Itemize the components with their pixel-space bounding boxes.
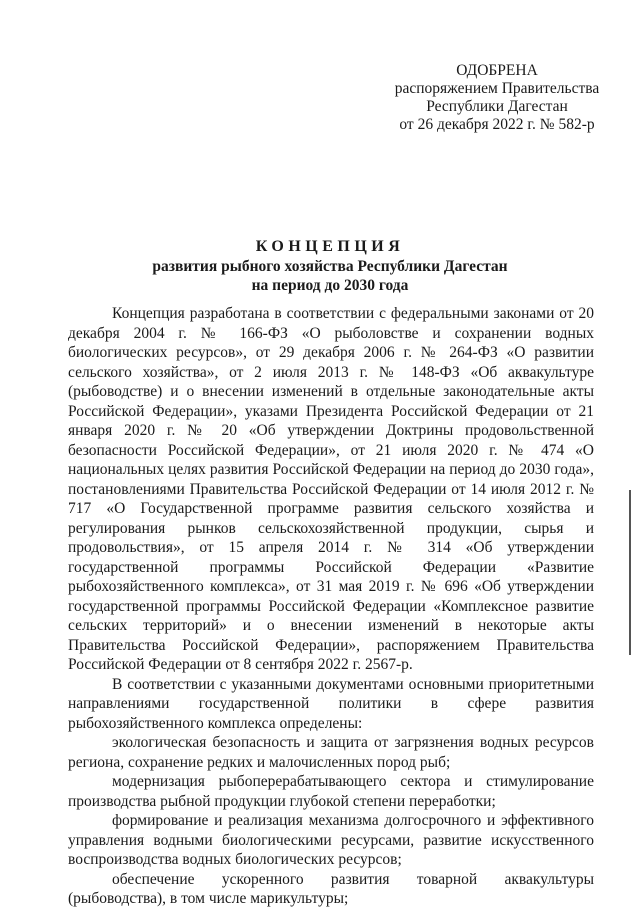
paragraph-priority-aquaculture: обеспечение ускоренного развития товарной аквакультуры (рыбоводства), в том числе марикультуры;	[68, 870, 594, 907]
approval-region: Республики Дагестан	[426, 98, 568, 115]
paragraph-priorities-intro: В соответствии с указанными документами основными приоритетными направлениями государственной политики в сфере развития рыбохозяйственного комплекса определены:	[68, 675, 594, 732]
scan-edge-mark	[629, 490, 631, 655]
approval-date: от 26 декабря 2022 г. № 582-р	[399, 116, 595, 133]
paragraph-legal-basis: Концепция разработана в соответствии с федеральными законами от 20 декабря 2004 г. № 166-ФЗ «О рыболовстве и сохранении водных биологических ресурсов», от 29 декабря 2006 г. № 264-ФЗ «О развитии сельского хозяйства», от 2 июля 2013 г. № 148-ФЗ «Об аквакультуре (рыбоводстве) и о внесении изменений в отдельные законодательные акты Российской Федерации», указами Президента Российской Федерации от 21 января 2020 г. № 20 «Об утверждении Доктрины продовольственной безопасности Российской Федерации», от 21 июля 2020 г. № 474 «О национальных целях развития Российской Федерации на период до 2030 года», постановлениями Правительства Российской Федерации от 14 июля 2012 г. № 717 «О Государственной программе развития сельского хозяйства и регулирования рынков сельскохозяйственной продукции, сырья и продовольствия», от 15 апреля 2014 г. № 314 «Об утверждении государственной программы Российской Федерации «Развитие рыбохозяйственного комплекса», от 31 мая 2019 г. № 696 «Об утверждении государственной программы Российской Федерации «Комплексное развитие сельских территорий» и о внесении изменений в некоторые акты Правительства Российской Федерации», распоряжением Правительства Российской Федерации от 8 сентября 2022 г. 2567-р.	[68, 305, 594, 673]
document-subtitle: развития рыбного хозяйства Республики Дагестан	[152, 258, 508, 275]
document-title: КОНЦЕПЦИЯ	[255, 238, 405, 255]
paragraph-priority-modernization: модернизация рыбоперерабатывающего сектора и стимулирование производства рыбной продукции глубокой степени переработки;	[68, 773, 594, 810]
paragraph-priority-ecology: экологическая безопасность и защита от загрязнения водных ресурсов региона, сохранение редких и малочисленных пород рыб;	[68, 734, 594, 771]
document-body	[68, 304, 594, 909]
approval-stamp	[362, 62, 632, 134]
approval-authority: распоряжением Правительства	[394, 80, 600, 97]
document-title-block	[60, 237, 600, 295]
approval-status: ОДОБРЕНА	[456, 62, 538, 79]
document-period: на период до 2030 года	[251, 277, 409, 294]
paragraph-priority-management: формирование и реализация механизма долгосрочного и эффективного управления водными биологическими ресурсами, развитие искусственного воспроизводства водных биологических ресурсов;	[68, 812, 594, 868]
